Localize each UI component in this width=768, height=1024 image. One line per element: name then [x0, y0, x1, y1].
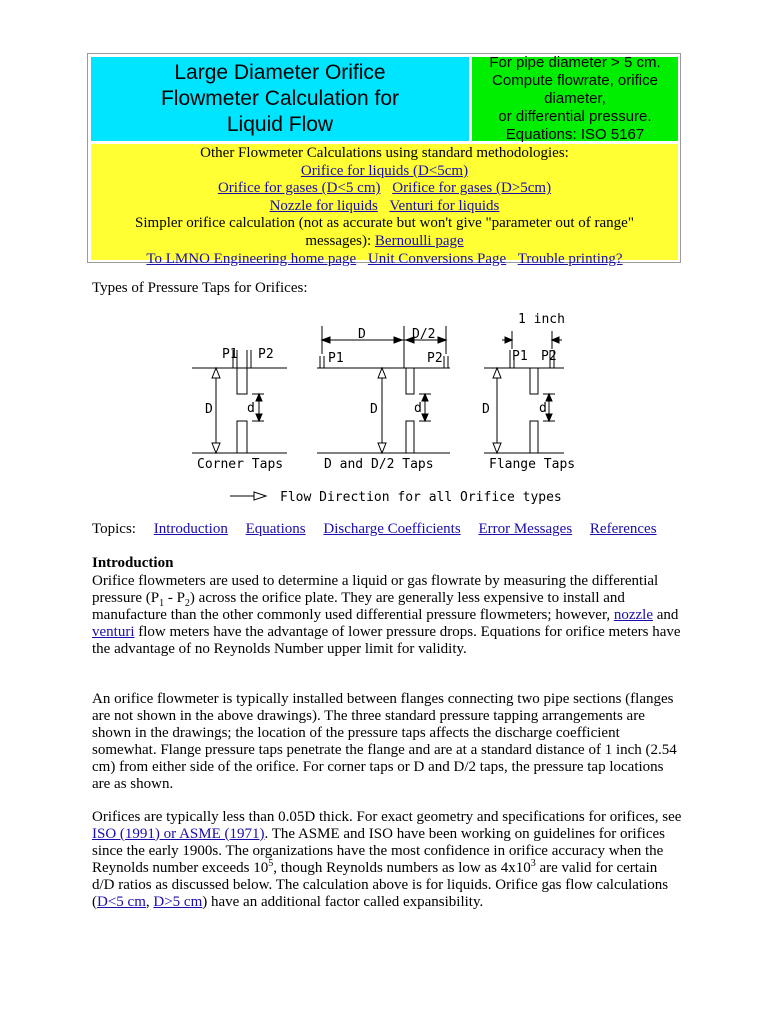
topic-discharge-coefficients[interactable]: Discharge Coefficients	[323, 521, 461, 537]
corner-caption: Corner Taps	[197, 457, 284, 472]
link-bernoulli[interactable]: Bernoulli page	[374, 232, 464, 249]
flange-p2-label: P2	[541, 349, 557, 364]
link-orifice-gases-small[interactable]: Orifice for gases (D<5 cm)	[217, 180, 381, 197]
info-box: For pipe diameter > 5 cm. Compute flowrate, orifice diameter, or differential pressure. Equations: ISO 5167	[472, 57, 678, 141]
link-iso-asme[interactable]: ISO (1991) or ASME (1971)	[92, 825, 265, 842]
link-gas-small[interactable]: D<5 cm	[97, 893, 146, 910]
links-intro: Other Flowmeter Calculations using standard methodologies:	[200, 145, 569, 161]
corner-p2-label: P2	[258, 347, 274, 362]
simpler-calc-text-2: messages):	[305, 232, 372, 249]
link-venturi-liquids[interactable]: Venturi for liquids	[389, 197, 500, 214]
dd2-caption: D and D/2 Taps	[324, 457, 434, 472]
flow-direction-label: Flow Direction for all Orifice types	[280, 490, 562, 505]
topic-introduction[interactable]: Introduction	[153, 521, 228, 537]
corner-d-label: d	[247, 401, 255, 416]
simpler-calc-text: Simpler orifice calculation (not as accurate but won't give "parameter out of range"	[135, 215, 634, 232]
link-nozzle-liquids[interactable]: Nozzle for liquids	[269, 197, 378, 214]
flange-inch-label: 1 inch	[518, 312, 565, 327]
intro-paragraph-3: Orifices are typically less than 0.05D thick. For exact geometry and specifications for orifices, see ISO (1991) or ASME (1971). The ASME and ISO have been working on guidelines for orifices since the early 1900s. The organizations have the most confidence in orifice accuracy when the Reynolds number exceeds $10^5$, though Reynolds numbers as low as $4x10^3$ are valid for certain d/D ratios as discussed below. The calculation above is for liquids. Orifice gas flow calculations (D<5 cm, D>5 cm) have an additional factor called expansibility.	[92, 809, 682, 910]
flange-D-label: D	[482, 402, 490, 417]
flange-p1-label: P1	[512, 349, 528, 364]
corner-p1-label: P1	[222, 347, 238, 362]
link-orifice-gases-large[interactable]: Orifice for gases (D>5cm)	[392, 180, 552, 197]
link-unit-conversions[interactable]: Unit Conversions Page	[367, 250, 507, 267]
link-venturi[interactable]: venturi	[92, 623, 135, 640]
introduction-heading: Introduction	[92, 555, 174, 571]
topic-equations[interactable]: Equations	[245, 521, 306, 537]
flange-caption: Flange Taps	[489, 457, 576, 472]
link-orifice-liquids[interactable]: Orifice for liquids (D<5cm)	[300, 162, 469, 179]
page-title: Large Diameter Orifice Flowmeter Calculation for Liquid Flow	[91, 57, 469, 141]
dd2-p2-label: P2	[427, 351, 443, 366]
dd2-top-D-label: D	[358, 327, 366, 342]
d-d2-taps-drawing	[317, 326, 450, 453]
link-nozzle[interactable]: nozzle	[613, 606, 653, 623]
dd2-top-D2-label: D/2	[412, 327, 436, 342]
flange-d-label: d	[539, 401, 547, 416]
link-trouble-printing[interactable]: Trouble printing?	[517, 250, 623, 267]
corner-D-label: D	[205, 402, 213, 417]
dd2-p1-label: P1	[328, 351, 344, 366]
intro-paragraph-2: An orifice flowmeter is typically installed between flanges connecting two pipe sections (flanges are not shown in the above drawings). The three standard pressure tapping arrangements are shown in the drawings; the location of the pressure taps affects the discharge coefficient somewhat. Flange pressure taps penetrate the flange and are at a standard distance of 1 inch (2.54 cm) from either side of the orifice. For corner taps or D and D/2 taps, the pressure tap locations are as shown.	[92, 691, 677, 792]
taps-caption: Types of Pressure Taps for Orifices:	[92, 280, 308, 296]
links-box	[91, 144, 678, 267]
link-gas-large[interactable]: D>5 cm	[153, 893, 203, 910]
link-home[interactable]: To LMNO Engineering home page	[146, 250, 357, 267]
dd2-d-label: d	[414, 401, 422, 416]
topics-label: Topics:	[92, 521, 136, 537]
topics-bar	[92, 521, 657, 538]
topic-error-messages[interactable]: Error Messages	[478, 521, 573, 537]
header-table	[87, 53, 681, 267]
pressure-taps-diagram	[192, 306, 587, 512]
dd2-D-label: D	[370, 402, 378, 417]
topic-references[interactable]: References	[589, 521, 657, 537]
intro-paragraph-1: Orifice flowmeters are used to determine a liquid or gas flowrate by measuring the differential pressure $(P_1 - P_2)$ across the orifice plate. They are generally less expensive to install and manufacture than the other commonly used differential pressure flowmeters; however, nozzle and venturi flow meters have the advantage of lower pressure drops. Equations for orifice meters have the advantage of no Reynolds Number upper limit for validity.	[92, 573, 681, 657]
